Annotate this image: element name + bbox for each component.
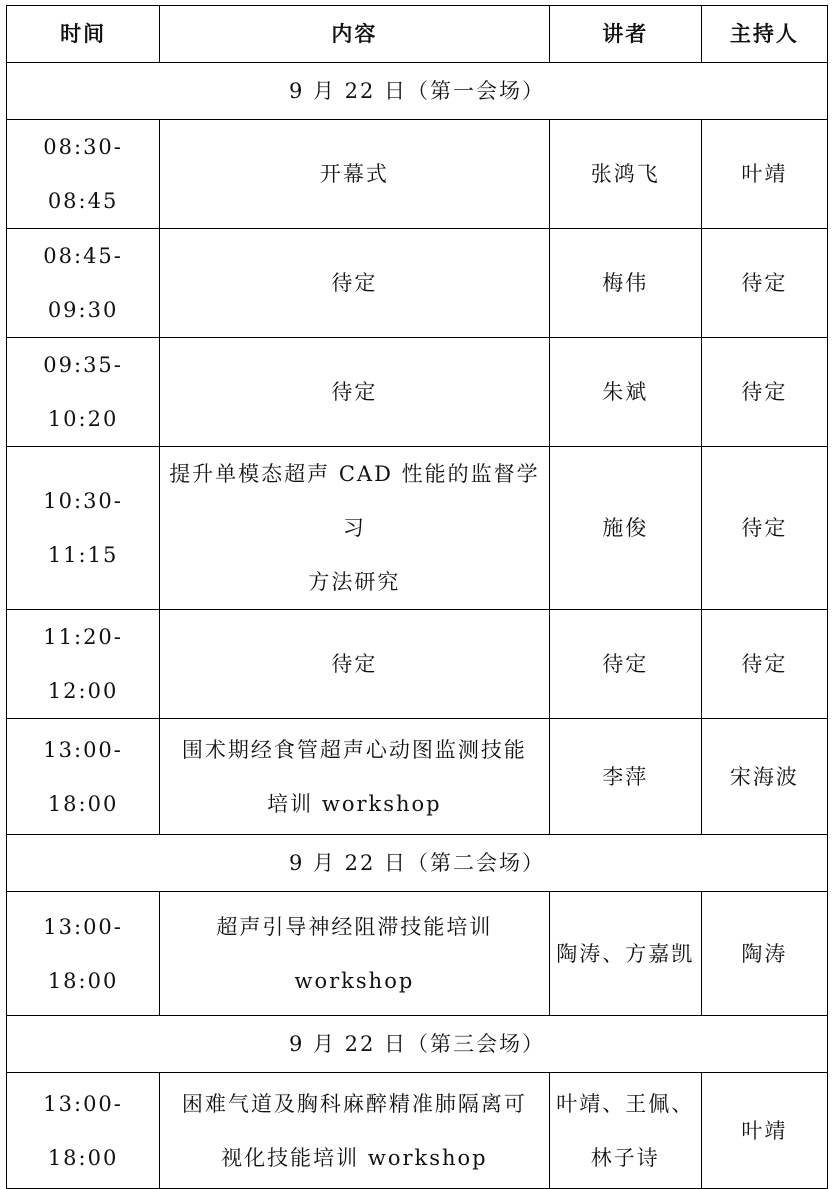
session-row [7,1016,828,1073]
speaker-line: 陶涛、方嘉凯 [556,941,695,966]
time-cell: 08:45-09:30 [7,229,160,338]
table-row [7,120,828,229]
speaker-cell [549,120,701,229]
host-cell: 待定 [701,338,827,447]
table-row [7,610,828,719]
content-line: 培训 workshop [267,791,442,816]
content-line: 开幕式 [319,162,389,186]
time-cell: 09:35-10:20 [7,338,160,447]
content-cell [160,719,549,835]
session-row [7,835,828,892]
time-cell: 13:00-18:00 [7,1073,160,1189]
table-row [7,892,828,1016]
content-cell [160,447,549,610]
speaker-cell [549,719,701,835]
content-cell [160,1073,549,1189]
schedule-table [6,5,828,1189]
speaker-line: 待定 [602,652,649,676]
content-line: 待定 [331,380,378,404]
content-line: 困难气道及胸科麻醉精准肺隔离可 [181,1091,527,1116]
host-cell: 待定 [701,229,827,338]
content-cell [160,120,549,229]
content-line: 待定 [331,652,378,676]
content-cell [160,610,549,719]
time-cell: 13:00-18:00 [7,892,160,1016]
content-cell [160,229,549,338]
content-line: 围术期经食管超声心动图监测技能 [181,737,527,762]
speaker-cell [549,447,701,610]
time-cell: 08:30-08:45 [7,120,160,229]
speaker-line: 李萍 [602,764,649,789]
speaker-line: 叶靖、王佩、 [556,1091,695,1116]
session-title: 9 月 22 日（第二会场） [7,835,828,892]
content-line: 方法研究 [308,570,401,594]
content-line: workshop [294,968,415,993]
speaker-line: 梅伟 [602,271,649,295]
host-cell: 待定 [701,610,827,719]
content-line: 超声引导神经阻滞技能培训 [216,914,493,939]
table-row [7,338,828,447]
time-cell: 13:00-18:00 [7,719,160,835]
speaker-cell [549,229,701,338]
header-speaker: 讲者 [549,6,701,63]
speaker-cell [549,338,701,447]
content-cell [160,892,549,1016]
table-row [7,1073,828,1189]
host-cell: 叶靖 [701,1073,827,1189]
host-cell: 待定 [701,447,827,610]
speaker-line: 朱斌 [602,380,649,404]
table-row [7,719,828,835]
host-cell: 叶靖 [701,120,827,229]
speaker-cell [549,1073,701,1189]
time-cell: 11:20-12:00 [7,610,160,719]
content-cell [160,338,549,447]
host-cell: 宋海波 [701,719,827,835]
content-line: 待定 [331,271,378,295]
speaker-line: 施俊 [602,516,649,540]
content-line: 视化技能培训 workshop [221,1145,488,1170]
table-row [7,447,828,610]
speaker-line: 林子诗 [590,1145,660,1170]
time-cell: 10:30-11:15 [7,447,160,610]
header-host: 主持人 [701,6,827,63]
speaker-line: 张鸿飞 [590,162,660,186]
host-cell: 陶涛 [701,892,827,1016]
session-title: 9 月 22 日（第一会场） [7,63,828,120]
header-time: 时间 [7,6,160,63]
content-line: 提升单模态超声 CAD 性能的监督学习 [169,462,540,540]
speaker-cell [549,610,701,719]
table-row [7,229,828,338]
header-content: 内容 [160,6,549,63]
speaker-cell [549,892,701,1016]
session-title: 9 月 22 日（第三会场） [7,1016,828,1073]
header-row [7,6,828,63]
session-row [7,63,828,120]
